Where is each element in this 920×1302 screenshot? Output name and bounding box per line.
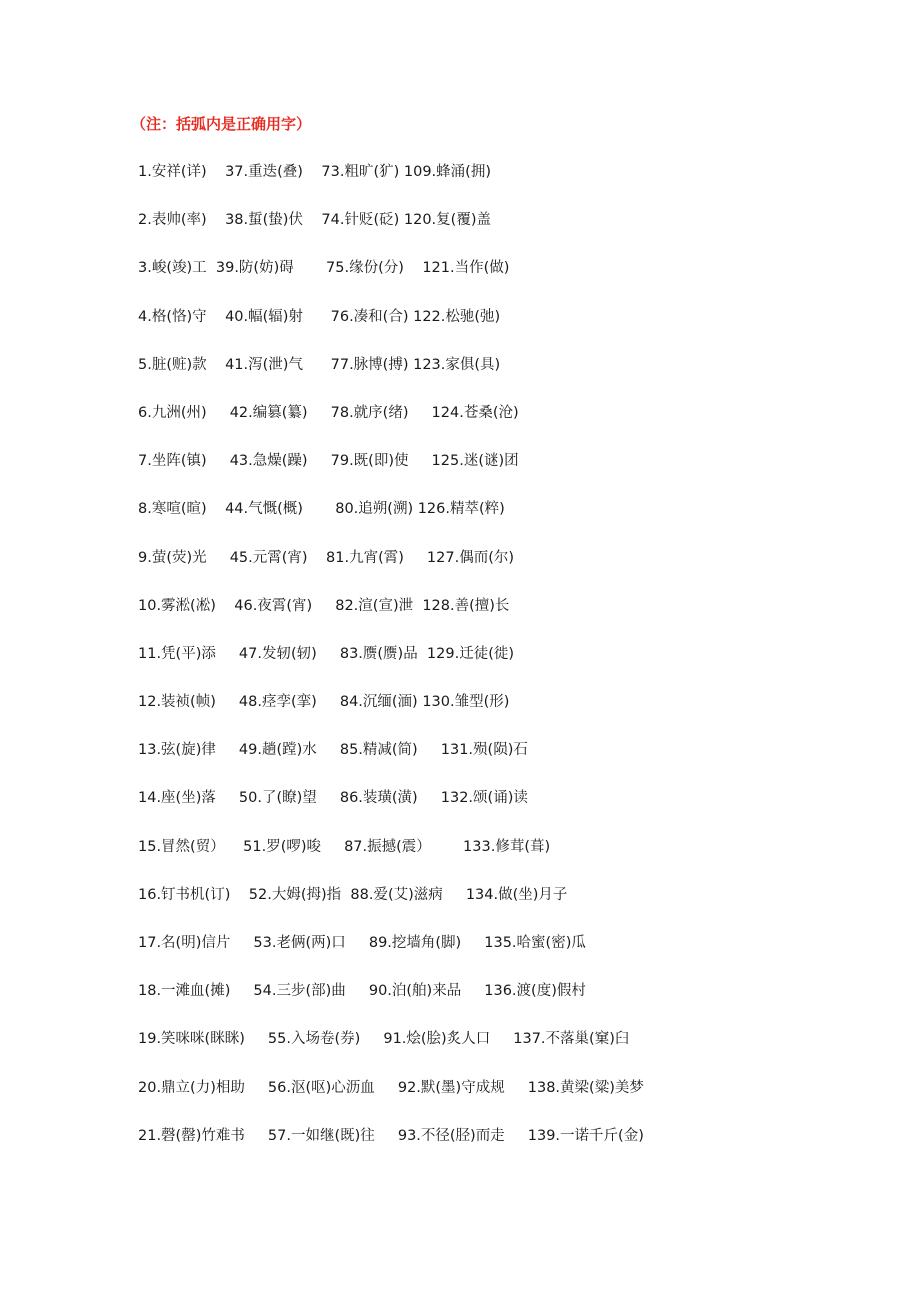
list-line: 19.笑咪咪(眯眯) 55.入场卷(券) 91.烩(脍)炙人口 137.不落巢(窠)臼 (138, 1031, 630, 1048)
list-line: 16.钉书机(订) 52.大姆(拇)指 88.爱(艾)滋病 134.做(坐)月子 (138, 886, 568, 903)
list-line: 11.凭(平)添 47.发轫(轫) 83.赝(赝)品 129.迁徒(徙) (138, 645, 515, 662)
word-list (138, 160, 898, 1172)
list-line: 4.格(恪)守 40.幅(辐)射 76.凑和(合) 122.松驰(弛) (138, 308, 501, 325)
list-line: 10.雾淞(凇) 46.夜霄(宵) 82.渲(宣)泄 128.善(擅)长 (138, 597, 510, 614)
list-line: 17.名(明)信片 53.老俩(两)口 89.挖墙角(脚) 135.哈蜜(密)瓜 (138, 935, 586, 951)
list-line: 5.脏(赃)款 41.泻(泄)气 77.脉博(搏) 123.家俱(具) (138, 356, 501, 373)
list-line: 13.弦(旋)律 49.趟(蹚)水 85.精减(简) 131.殒(陨)石 (138, 742, 528, 759)
list-line: 7.坐阵(镇) 43.急燥(躁) 79.既(即)使 125.迷(谜)团 (138, 453, 519, 470)
list-line: 8.寒喧(暄) 44.气慨(概) 80.追朔(溯) 126.精萃(粹) (138, 501, 505, 518)
list-line: 6.九洲(州) 42.编篡(纂) 78.就序(绪) 124.苍桑(沧) (138, 404, 519, 421)
list-line: 21.磬(罄)竹难书 57.一如继(既)往 93.不径(胫)而走 139.一诺千斤(金) (138, 1127, 644, 1144)
list-line: 20.鼎立(力)相助 56.沤(呕)心沥血 92.默(墨)守成规 138.黄梁(粱)美梦 (138, 1079, 644, 1096)
list-line: 12.装祯(帧) 48.痉孪(挛) 84.沉缅(湎) 130.雏型(形) (138, 694, 510, 711)
list-line: 14.座(坐)落 50.了(瞭)望 86.装璜(潢) 132.颂(诵)读 (138, 790, 528, 807)
note-heading: （注：括弧内是正确用字） (131, 115, 312, 133)
list-line: 9.萤(荧)光 45.元霄(宵) 81.九宵(霄) 127.偶而(尔) (138, 549, 515, 566)
list-line: 15.冒然(贸） 51.罗(啰)唆 87.振撼(震） 133.修茸(葺) (138, 838, 551, 855)
list-line: 18.一滩血(摊) 54.三步(部)曲 90.泊(舶)来品 136.渡(度)假村 (138, 983, 586, 1000)
list-line: 3.峻(竣)工 39.防(妨)碍 75.缘份(分) 121.当作(做) (138, 260, 510, 277)
list-line: 2.表帅(率) 38.蜇(蛰)伏 74.针贬(砭) 120.复(覆)盖 (138, 212, 491, 229)
list-line: 1.安祥(详) 37.重迭(叠) 73.粗旷(犷) 109.蜂涌(拥) (138, 164, 491, 180)
